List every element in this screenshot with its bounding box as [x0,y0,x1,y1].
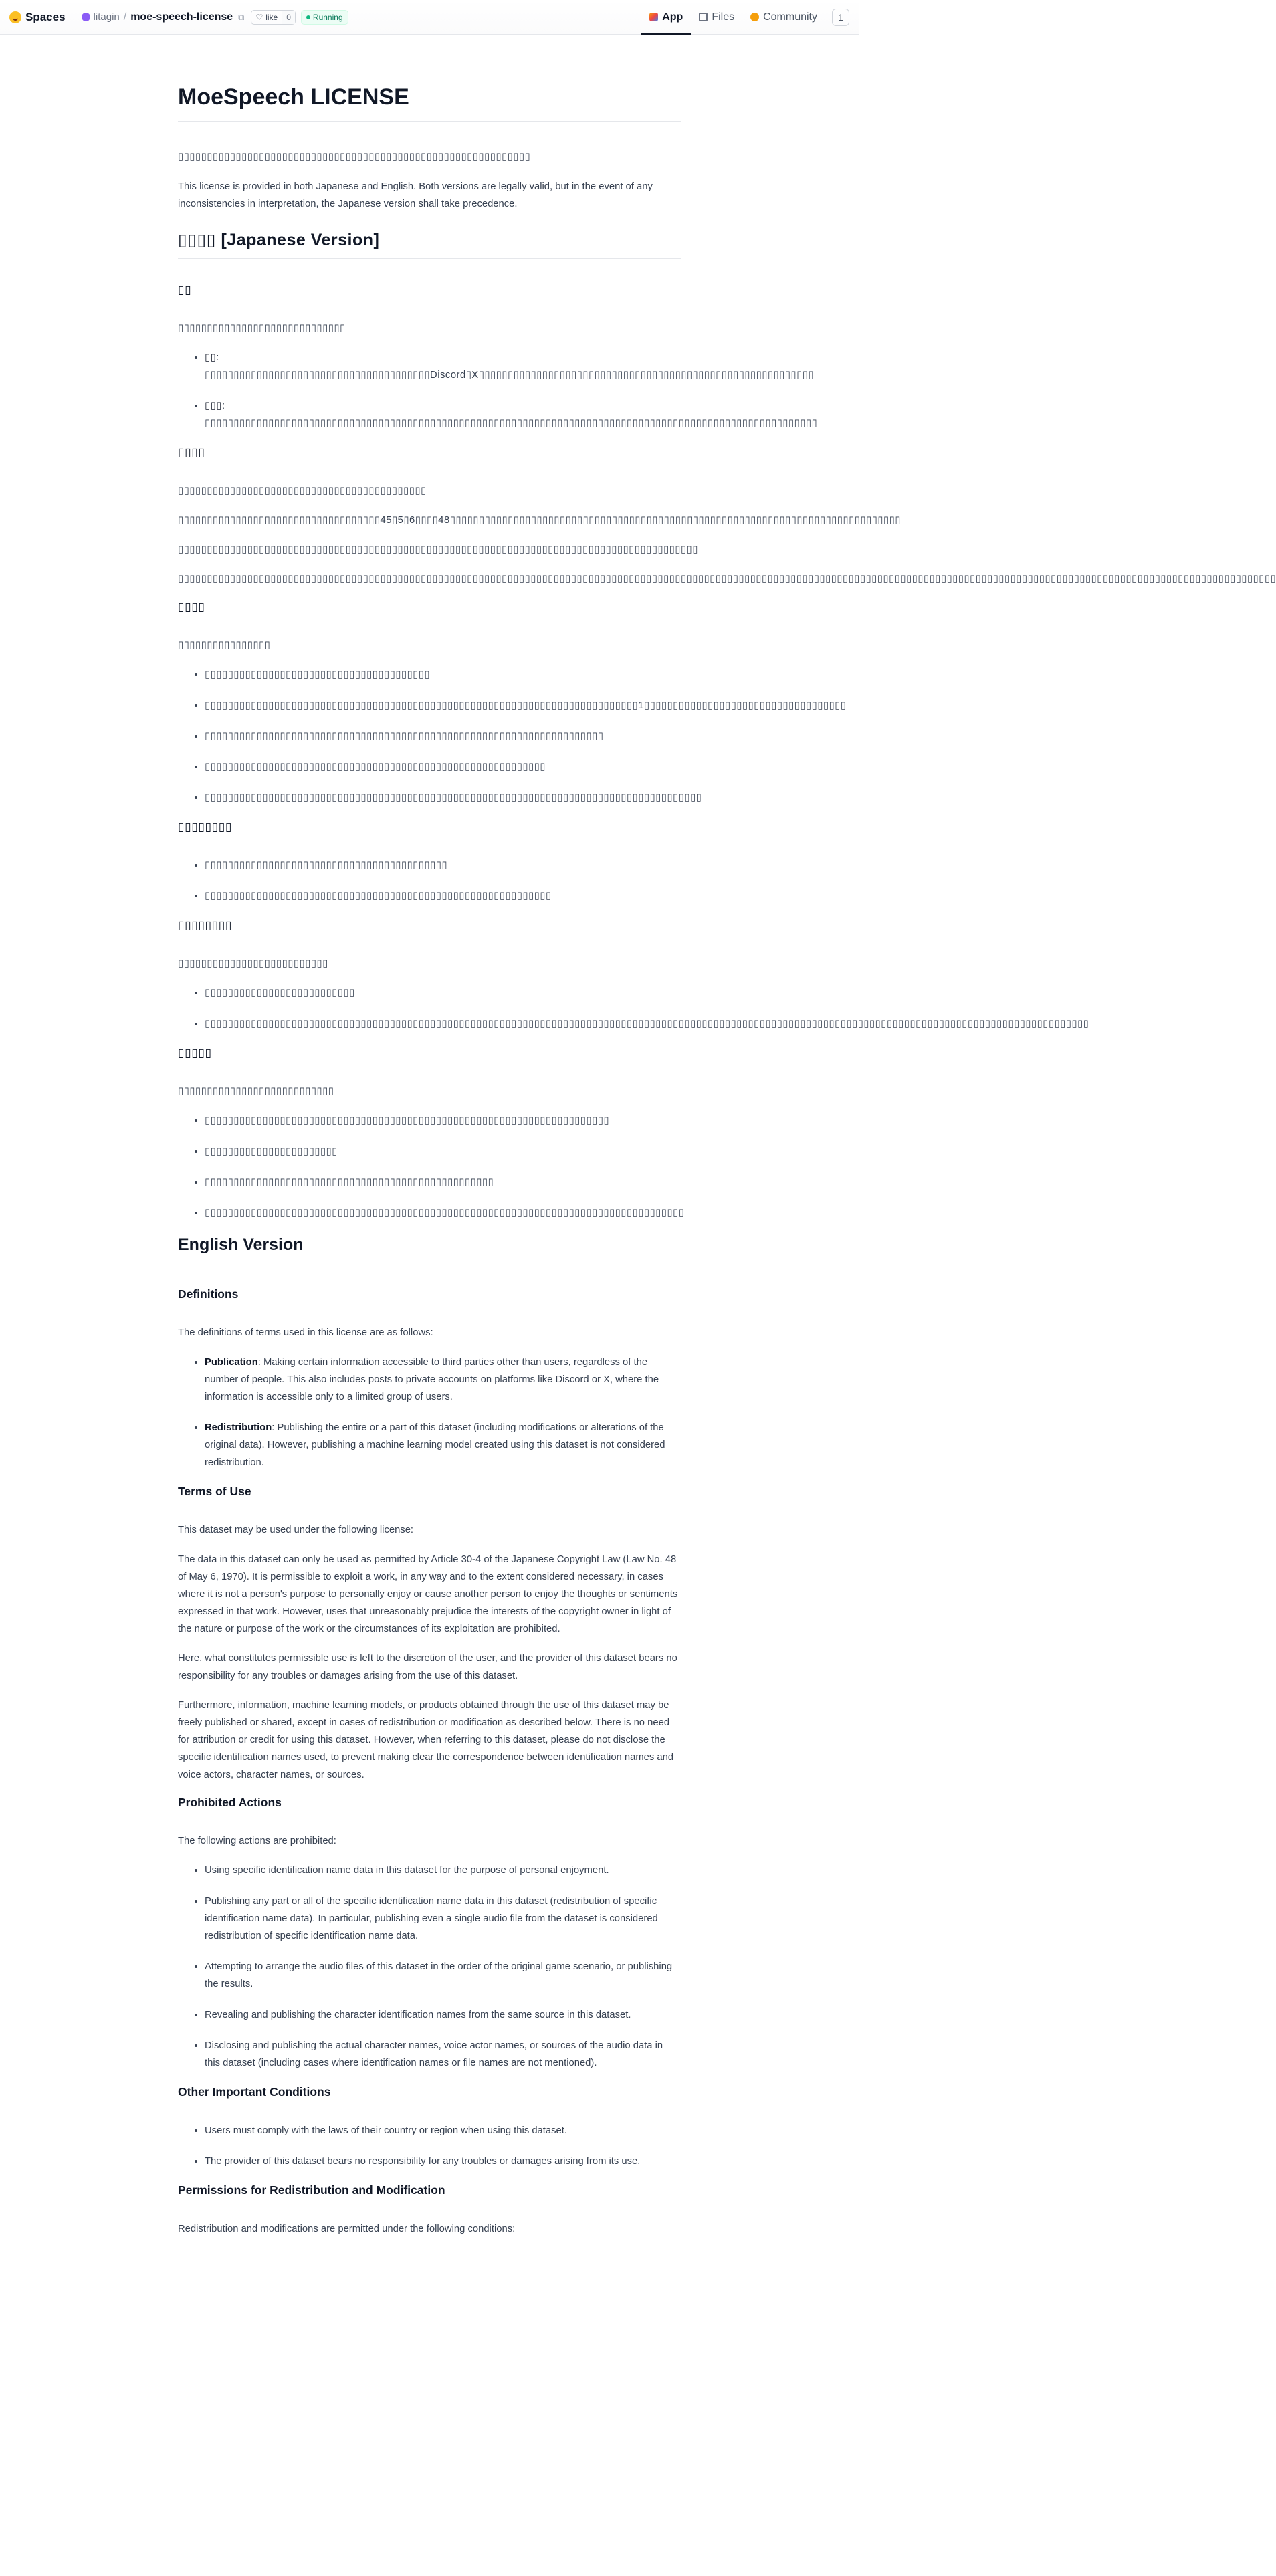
intro-japanese: ▯▯▯▯▯▯▯▯▯▯▯▯▯▯▯▯▯▯▯▯▯▯▯▯▯▯▯▯▯▯▯▯▯▯▯▯▯▯▯▯▯▯▯▯▯▯▯▯▯▯▯▯▯▯▯▯▯▯▯▯▯ [178,152,531,163]
jp-disclaimer-intro: ▯▯▯▯▯▯▯▯▯▯▯▯▯▯▯▯▯▯▯▯▯▯▯▯▯▯▯ [178,1086,334,1097]
term: Publication [205,1357,258,1368]
jp-redistribution-list [178,984,1089,1033]
jp-prohibited-intro: ▯▯▯▯▯▯▯▯▯▯▯▯▯▯▯▯ [178,640,271,651]
heart-icon: ♡ [255,12,263,22]
list-item [205,1419,681,1471]
en-prohibited-heading: Prohibited Actions [178,1796,282,1809]
brand-label: Spaces [25,10,66,23]
huggingface-logo-icon [9,11,21,23]
tab-community[interactable] [742,0,825,35]
menu-count: 1 [838,11,843,23]
list-item: • ▯▯▯▯▯▯▯▯▯▯▯▯▯▯▯▯▯▯▯▯▯▯▯▯▯▯▯▯▯▯▯▯▯▯▯▯▯▯▯ [205,666,681,683]
list-item: • Attempting to arrange the audio files of this dataset in the order of the original game scenario, or publishing the results. [205,1958,681,1993]
list-item: • Users must comply with the laws of their country or region when using this dataset. [205,2122,681,2139]
en-redistribution-heading: Permissions for Redistribution and Modification [178,2183,445,2197]
tab-community-label: Community [763,11,817,23]
en-other-list [178,2122,681,2170]
list-item: • ▯▯▯▯▯▯▯▯▯▯▯▯▯▯▯▯▯▯▯▯▯▯▯▯▯▯▯▯▯▯▯▯▯▯▯▯▯▯▯▯▯▯▯▯▯▯▯▯▯▯▯▯▯▯▯▯▯▯▯▯▯▯▯▯▯▯▯▯▯▯▯▯▯▯▯▯▯▯▯▯▯▯▯ [205,1204,681,1222]
jp-terms-heading: ▯▯▯▯ [178,445,205,459]
like-button[interactable] [251,10,295,25]
jp-definitions-intro: ▯▯▯▯▯▯▯▯▯▯▯▯▯▯▯▯▯▯▯▯▯▯▯▯▯▯▯▯▯ [178,323,346,334]
tab-files[interactable] [691,0,742,35]
en-redistribution-intro: Redistribution and modifications are permitted under the following conditions: [178,2224,516,2234]
jp-other-heading: ▯▯▯▯▯▯▯▯ [178,820,233,833]
en-terms-intro: This dataset may be used under the following license: [178,1525,414,1535]
en-prohibited-list [178,1862,681,2072]
en-other-heading: Other Important Conditions [178,2085,331,2099]
jp-disclaimer-heading: ▯▯▯▯▯ [178,1046,212,1059]
tab-files-label: Files [712,11,735,23]
japanese-version-heading: ▯▯▯▯ [Japanese Version] [178,230,681,259]
list-item [205,1354,681,1406]
list-item: • ▯▯▯▯▯▯▯▯▯▯▯▯▯▯▯▯▯▯▯▯▯▯▯▯▯▯▯▯▯▯▯▯▯▯▯▯▯▯▯▯▯▯▯▯▯▯▯▯▯▯▯▯▯▯▯▯▯▯▯ [205,758,681,776]
list-item: • ▯▯▯▯▯▯▯▯▯▯▯▯▯▯▯▯▯▯▯▯▯▯▯▯▯▯▯▯▯▯▯▯▯▯▯▯▯▯▯▯▯▯▯▯▯▯▯▯▯▯▯▯▯▯▯▯▯▯▯▯▯▯▯▯▯▯▯▯▯▯ [205,1112,681,1130]
jp-prohibited-heading: ▯▯▯▯ [178,600,205,613]
list-item: • ▯▯▯▯▯▯▯▯▯▯▯▯▯▯▯▯▯▯▯▯▯▯▯▯▯▯▯▯▯▯▯▯▯▯▯▯▯▯▯▯▯▯▯▯▯▯▯▯▯▯▯▯▯▯▯▯▯▯▯▯▯▯▯▯▯▯▯▯▯▯▯▯▯▯▯▯▯▯▯▯▯▯▯▯▯▯▯▯▯▯▯▯▯▯▯▯▯▯▯▯▯▯▯▯▯▯▯▯▯▯▯▯▯▯▯▯▯▯▯▯▯▯▯▯▯▯▯▯▯▯▯▯▯▯▯▯▯▯▯▯▯▯▯▯▯▯▯▯▯▯▯▯▯ [205,1015,681,1033]
en-terms-heading: Terms of Use [178,1485,251,1498]
status-dot-icon [306,15,310,19]
brand-link[interactable] [9,11,66,24]
owner-avatar [82,13,90,21]
jp-disclaimer-list [178,1112,685,1222]
jp-definitions-list [178,349,818,432]
copy-icon[interactable]: ⧉ [238,11,245,22]
like-label: like [265,12,278,22]
jp-terms-intro: ▯▯▯▯▯▯▯▯▯▯▯▯▯▯▯▯▯▯▯▯▯▯▯▯▯▯▯▯▯▯▯▯▯▯▯▯▯▯▯▯▯▯▯ [178,486,427,496]
top-navbar [0,0,859,35]
page-title: MoeSpeech LICENSE [178,84,681,122]
list-item: • Disclosing and publishing the actual character names, voice actor names, or sources of the audio data in this dataset (including cases where identification names or file names are not mentioned). [205,2037,681,2072]
en-terms-paragraph: The data in this dataset can only be used as permitted by Article 30-4 of the Japanese Copyright Law (Law No. 48 of May 6, 1970). It is permissible to exploit a work, in any way and to the extent considered necessary, in cases where it is not a person's purpose to personally enjoy or cause another person to enjoy the thoughts or sentiments expressed in that work. However, uses that unreasonably prejudice the interests of the copyright owner in light of the nature or purpose of the work or the circumstances of its exploitation are prohibited. [178,1554,678,1634]
list-item: • ▯▯▯▯▯▯▯▯▯▯▯▯▯▯▯▯▯▯▯▯▯▯▯▯▯▯▯▯▯▯▯▯▯▯▯▯▯▯▯▯▯▯▯▯▯▯▯▯▯▯▯▯▯▯▯▯▯▯▯▯▯▯▯▯▯▯▯▯▯ [205,728,681,745]
term-text: : Making certain information accessible to third parties other than users, regardless of the number of people. This also includes posts to private accounts on platforms like Discord or X, where the information is accessible only to a limited group of users. [205,1357,659,1402]
en-definitions-heading: Definitions [178,1287,239,1301]
jp-terms-paragraph: ▯▯▯▯▯▯▯▯▯▯▯▯▯▯▯▯▯▯▯▯▯▯▯▯▯▯▯▯▯▯▯▯▯▯▯▯▯▯▯▯▯▯▯▯▯▯▯▯▯▯▯▯▯▯▯▯▯▯▯▯▯▯▯▯▯▯▯▯▯▯▯▯▯▯▯▯▯▯▯▯▯▯▯▯▯▯▯▯▯▯▯▯▯▯▯▯▯▯▯▯▯▯▯▯▯▯▯▯▯▯▯▯▯▯▯▯▯▯▯▯▯▯▯▯▯▯▯▯▯▯▯▯▯▯▯▯▯▯▯▯▯▯▯▯▯▯▯▯▯▯▯▯▯▯▯▯▯▯▯▯▯▯▯▯▯▯▯▯▯▯▯▯▯▯▯▯▯▯▯▯▯▯▯▯▯▯▯▯▯▯ [178,574,1276,584]
tab-app[interactable] [641,0,691,35]
like-label-wrap [251,11,282,24]
list-item: • Revealing and publishing the character identification names from the same source in this dataset. [205,2006,681,2024]
jp-redistribution-heading: ▯▯▯▯▯▯▯▯ [178,918,233,932]
list-item: • ▯▯▯▯▯▯▯▯▯▯▯▯▯▯▯▯▯▯▯▯▯▯▯▯▯▯ [205,984,681,1002]
owner-link[interactable] [82,11,120,23]
jp-terms-paragraph: ▯▯▯▯▯▯▯▯▯▯▯▯▯▯▯▯▯▯▯▯▯▯▯▯▯▯▯▯▯▯▯▯▯▯▯45▯5▯6▯▯▯▯48▯▯▯▯▯▯▯▯▯▯▯▯▯▯▯▯▯▯▯▯▯▯▯▯▯▯▯▯▯▯▯▯▯▯▯▯▯▯▯▯▯▯▯▯▯▯▯▯▯▯▯▯▯▯▯▯▯▯▯▯▯▯▯▯▯▯▯▯▯▯▯▯▯▯▯▯▯▯ [178,515,901,526]
jp-redistribution-intro: ▯▯▯▯▯▯▯▯▯▯▯▯▯▯▯▯▯▯▯▯▯▯▯▯▯▯ [178,958,328,969]
list-item: • The provider of this dataset bears no responsibility for any troubles or damages arising from its use. [205,2153,681,2170]
en-terms-paragraph: Furthermore, information, machine learning models, or products obtained through the use of this dataset may be freely published or shared, except in cases of redistribution or modification as described below. There is no need for attribution or credit for using this dataset. However, when referring to this dataset, please do not disclose the specific identification names used, to prevent making clear the correspondence between identification names and voice actors, character names, or sources. [178,1700,674,1780]
more-menu-button[interactable] [832,9,849,26]
en-definitions-list [178,1354,681,1471]
owner-name: litagin [93,11,120,23]
jp-definitions-heading: ▯▯ [178,283,192,296]
jp-prohibited-list [178,666,847,807]
like-count: 0 [282,11,295,24]
term: ▯▯ [205,352,217,363]
term: ▯▯▯ [205,401,222,411]
list-item [205,349,815,384]
list-item: • Using specific identification name data in this dataset for the purpose of personal enjoyment. [205,1862,681,1879]
english-version-heading: English Version [178,1235,681,1263]
status-label: Running [312,12,343,22]
list-item: • ▯▯▯▯▯▯▯▯▯▯▯▯▯▯▯▯▯▯▯▯▯▯▯▯▯▯▯▯▯▯▯▯▯▯▯▯▯▯▯▯▯▯▯▯▯▯▯▯▯▯▯▯▯▯▯▯▯▯▯▯▯▯▯▯▯▯▯▯▯▯▯▯▯▯▯▯▯▯▯▯▯▯▯▯▯▯ [205,789,681,807]
tab-app-label: App [662,11,683,23]
files-icon [699,13,708,21]
community-icon [750,13,759,21]
list-item: • Publishing any part or all of the specific identification name data in this dataset (redistribution of specific identification name data). In particular, publishing even a single audio file from the dataset is considered redistribution of specific identification name data. [205,1893,681,1945]
en-prohibited-intro: The following actions are prohibited: [178,1836,336,1846]
app-icon [649,13,658,21]
term-text: : ▯▯▯▯▯▯▯▯▯▯▯▯▯▯▯▯▯▯▯▯▯▯▯▯▯▯▯▯▯▯▯▯▯▯▯▯▯▯▯Discord▯X▯▯▯▯▯▯▯▯▯▯▯▯▯▯▯▯▯▯▯▯▯▯▯▯▯▯▯▯▯▯▯▯▯▯▯▯▯▯▯▯▯▯▯▯▯▯▯▯▯▯▯▯▯▯▯▯▯▯ [205,352,815,381]
space-nav-tabs [641,0,849,35]
list-item: • ▯▯▯▯▯▯▯▯▯▯▯▯▯▯▯▯▯▯▯▯▯▯▯▯▯▯▯▯▯▯▯▯▯▯▯▯▯▯▯▯▯▯▯▯▯▯▯▯▯▯ [205,1174,681,1191]
list-item [205,397,818,432]
status-badge[interactable] [301,10,348,25]
license-document [178,35,1276,2238]
term-text: : Publishing the entire or a part of this dataset (including modifications or alterations of the original data). However, publishing a machine learning model created using this dataset is not considered redistribution. [205,1422,665,1468]
term-text: : ▯▯▯▯▯▯▯▯▯▯▯▯▯▯▯▯▯▯▯▯▯▯▯▯▯▯▯▯▯▯▯▯▯▯▯▯▯▯▯▯▯▯▯▯▯▯▯▯▯▯▯▯▯▯▯▯▯▯▯▯▯▯▯▯▯▯▯▯▯▯▯▯▯▯▯▯▯▯▯▯▯▯▯▯▯▯▯▯▯▯▯▯▯▯▯▯▯▯▯▯▯▯▯▯▯▯ [205,401,818,429]
jp-other-list [178,857,681,905]
path-slash: / [123,11,127,23]
repo-name-link[interactable]: moe-speech-license [130,11,233,23]
list-item: • ▯▯▯▯▯▯▯▯▯▯▯▯▯▯▯▯▯▯▯▯▯▯▯ [205,1143,681,1160]
jp-terms-paragraph: ▯▯▯▯▯▯▯▯▯▯▯▯▯▯▯▯▯▯▯▯▯▯▯▯▯▯▯▯▯▯▯▯▯▯▯▯▯▯▯▯▯▯▯▯▯▯▯▯▯▯▯▯▯▯▯▯▯▯▯▯▯▯▯▯▯▯▯▯▯▯▯▯▯▯▯▯▯▯▯▯▯▯▯▯▯▯▯▯▯▯ [178,544,698,555]
list-item: • ▯▯▯▯▯▯▯▯▯▯▯▯▯▯▯▯▯▯▯▯▯▯▯▯▯▯▯▯▯▯▯▯▯▯▯▯▯▯▯▯▯▯▯▯▯▯▯▯▯▯▯▯▯▯▯▯▯▯▯▯▯▯▯▯▯▯▯▯▯▯▯▯▯▯▯1▯▯▯▯▯▯▯▯▯▯▯▯▯▯▯▯▯▯▯▯▯▯▯▯▯▯▯▯▯▯▯▯▯▯▯ [205,697,681,714]
intro-english: This license is provided in both Japanese and English. Both versions are legally valid, but in the event of any inconsistencies in interpretation, the Japanese version shall take precedence. [178,181,653,209]
en-definitions-intro: The definitions of terms used in this license are as follows: [178,1327,433,1338]
list-item: • ▯▯▯▯▯▯▯▯▯▯▯▯▯▯▯▯▯▯▯▯▯▯▯▯▯▯▯▯▯▯▯▯▯▯▯▯▯▯▯▯▯▯ [205,857,681,874]
term: Redistribution [205,1422,272,1433]
en-terms-paragraph: Here, what constitutes permissible use is left to the discretion of the user, and the provider of this dataset bears no responsibility for any troubles or damages arising from the use of this dataset. [178,1653,677,1681]
list-item: • ▯▯▯▯▯▯▯▯▯▯▯▯▯▯▯▯▯▯▯▯▯▯▯▯▯▯▯▯▯▯▯▯▯▯▯▯▯▯▯▯▯▯▯▯▯▯▯▯▯▯▯▯▯▯▯▯▯▯▯▯ [205,887,681,905]
